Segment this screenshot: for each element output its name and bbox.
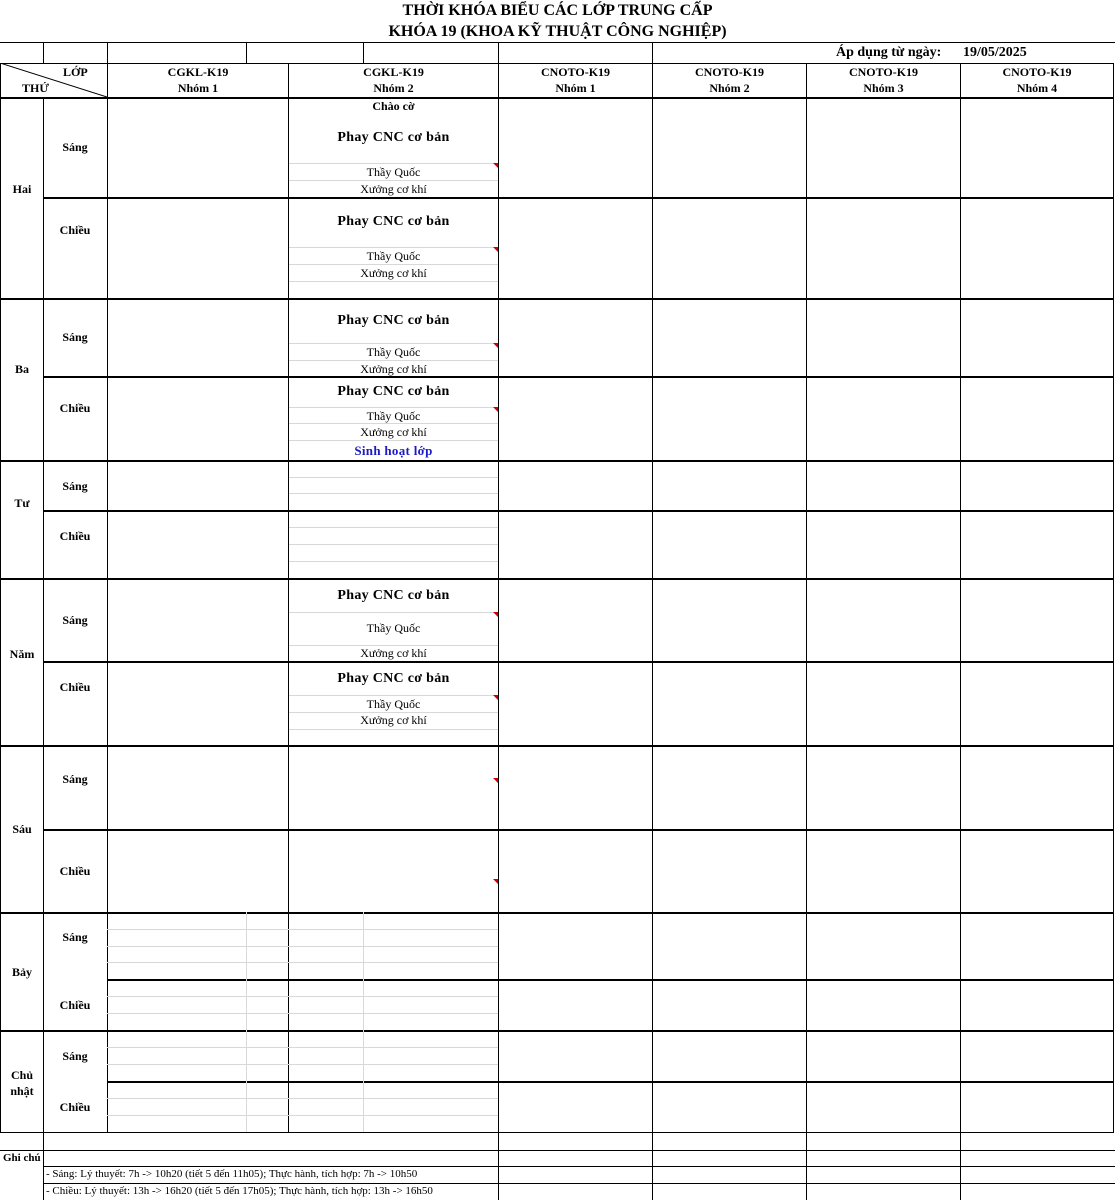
grid-line — [289, 729, 498, 730]
corner-day-label: THỨ — [22, 81, 49, 95]
grid-line — [363, 42, 364, 63]
day-label-ba: Ba — [14, 362, 29, 376]
teacher-ba-chieu: Thầy Quốc — [366, 409, 421, 423]
session-sang-hai: Sáng — [62, 140, 88, 154]
session-chieu-tu: Chiều — [59, 529, 91, 543]
grid-line — [0, 42, 1115, 43]
grid-line — [289, 264, 498, 265]
grid-line — [0, 912, 1114, 914]
grid-line — [0, 1132, 1114, 1133]
grid-line — [363, 912, 364, 1132]
subject-hai-chieu: Phay CNC cơ bản — [337, 214, 450, 229]
grid-line — [0, 460, 1114, 462]
grid-line — [498, 42, 499, 63]
grid-line — [0, 1150, 1115, 1151]
column-header-cnoto-2: CNOTO-K19 Nhóm 2 — [694, 65, 765, 95]
day-label-chu-nhat: Chủ nhật — [10, 1068, 34, 1098]
session-chieu-nam: Chiều — [59, 680, 91, 694]
day-label-bay: Bảy — [11, 965, 32, 979]
applied-date-value: 19/05/2025 — [963, 45, 1027, 60]
grid-line — [107, 946, 498, 947]
grid-line — [289, 440, 498, 441]
grid-line — [246, 912, 247, 1132]
session-chieu-hai: Chiều — [59, 223, 91, 237]
grid-line — [107, 962, 498, 963]
grid-line — [289, 612, 498, 613]
session-sang-chu-nhat: Sáng — [62, 1049, 88, 1063]
grid-line — [43, 1166, 1115, 1167]
subject-nam-sang: Phay CNC cơ bản — [337, 588, 450, 603]
grid-line — [498, 63, 499, 1133]
grid-line — [289, 180, 498, 181]
grid-line — [107, 42, 108, 63]
teacher-hai-chieu: Thầy Quốc — [366, 249, 421, 263]
grid-line — [960, 63, 961, 1133]
subject-hai-sang: Phay CNC cơ bản — [337, 130, 450, 145]
grid-line — [0, 745, 1114, 747]
session-chieu-ba: Chiều — [59, 401, 91, 415]
column-header-cnoto-4: CNOTO-K19 Nhóm 4 — [1002, 65, 1072, 95]
grid-line — [43, 1183, 1115, 1184]
grid-line — [289, 561, 498, 562]
room-hai-chieu: Xưởng cơ khí — [360, 266, 427, 280]
grid-line — [289, 695, 498, 696]
teacher-nam-chieu: Thầy Quốc — [366, 697, 421, 711]
grid-line — [960, 1133, 961, 1200]
grid-line — [1113, 63, 1114, 1133]
corner-diagonal — [0, 63, 107, 98]
day-label-hai: Hai — [12, 182, 32, 196]
grid-line — [107, 996, 498, 997]
grid-line — [652, 42, 653, 63]
grid-line — [43, 1133, 44, 1200]
grid-line — [43, 197, 1114, 199]
column-header-cgkl-2: CGKL-K19 Nhóm 2 — [363, 65, 424, 95]
page-title: THỜI KHÓA BIỂU CÁC LỚP TRUNG CẤP — [402, 2, 713, 19]
grid-line — [43, 42, 44, 63]
grid-line — [806, 63, 807, 1133]
grid-line — [289, 493, 498, 494]
session-sang-bay: Sáng — [62, 930, 88, 944]
session-chieu-chu-nhat: Chiều — [59, 1100, 91, 1114]
grid-line — [498, 1133, 499, 1200]
note-morning: - Sáng: Lý thuyết: 7h -> 10h20 (tiết 5 đến 11h05); Thực hành, tích hợp: 7h -> 10h50 — [46, 1168, 418, 1180]
comment-marker — [493, 343, 498, 348]
grid-line — [107, 1064, 498, 1065]
comment-marker — [493, 778, 498, 783]
session-sang-tu: Sáng — [62, 479, 88, 493]
column-header-cgkl-1: CGKL-K19 Nhóm 1 — [167, 65, 229, 95]
comment-marker — [493, 407, 498, 412]
grid-line — [43, 510, 1114, 512]
grid-line — [246, 42, 247, 63]
grid-line — [652, 63, 653, 1133]
grid-line — [289, 527, 498, 528]
grid-line — [0, 298, 1114, 300]
class-activity: Sinh hoạt lớp — [354, 443, 433, 458]
day-label-nam: Năm — [9, 647, 35, 661]
room-nam-sang: Xưởng cơ khí — [360, 646, 427, 660]
room-ba-chieu: Xưởng cơ khí — [360, 425, 427, 439]
grid-line — [107, 1013, 498, 1014]
grid-line — [806, 1133, 807, 1200]
teacher-ba-sang: Thầy Quốc — [366, 345, 421, 359]
subject-ba-sang: Phay CNC cơ bản — [337, 313, 450, 328]
grid-line — [289, 247, 498, 248]
grid-line — [289, 343, 498, 344]
day-label-tu: Tư — [14, 496, 30, 510]
grid-line — [0, 578, 1114, 580]
comment-marker — [493, 879, 498, 884]
page-subtitle: KHÓA 19 (KHOA KỸ THUẬT CÔNG NGHIỆP) — [388, 23, 727, 40]
session-sang-sau: Sáng — [62, 772, 88, 786]
grid-line — [652, 1133, 653, 1200]
day-label-sau: Sáu — [12, 822, 32, 836]
grid-line — [43, 376, 1114, 378]
grid-line — [107, 63, 108, 1133]
notes-label: Ghi chú — [3, 1152, 41, 1164]
grid-line — [43, 661, 1114, 663]
comment-marker — [493, 247, 498, 252]
subject-nam-chieu: Phay CNC cơ bản — [337, 671, 450, 686]
grid-line — [107, 1115, 498, 1116]
grid-line — [289, 360, 498, 361]
note-afternoon: - Chiều: Lý thuyết: 13h -> 16h20 (tiết 5 đến 17h05); Thực hành, tích hợp: 13h -> 16h50 — [46, 1185, 433, 1197]
grid-line — [289, 163, 498, 164]
grid-line — [0, 1030, 1114, 1032]
comment-marker — [493, 163, 498, 168]
session-sang-ba: Sáng — [62, 330, 88, 344]
applied-date-label: Áp dụng từ ngày: — [836, 45, 942, 60]
grid-line — [289, 477, 498, 478]
column-header-cnoto-3: CNOTO-K19 Nhóm 3 — [848, 65, 919, 95]
corner-class-label: LỚP — [63, 65, 88, 79]
session-chieu-bay: Chiều — [59, 998, 91, 1012]
comment-marker — [493, 695, 498, 700]
teacher-hai-sang: Thầy Quốc — [366, 165, 421, 179]
grid-line — [289, 407, 498, 408]
grid-line — [0, 97, 1114, 99]
subject-ba-chieu: Phay CNC cơ bản — [337, 384, 450, 399]
teacher-nam-sang: Thầy Quốc — [366, 621, 421, 635]
grid-line — [107, 979, 1114, 981]
session-sang-nam: Sáng — [62, 613, 88, 627]
comment-marker — [493, 612, 498, 617]
grid-line — [43, 829, 1114, 831]
grid-line — [107, 1081, 1114, 1083]
room-ba-sang: Xưởng cơ khí — [360, 362, 427, 376]
grid-line — [289, 544, 498, 545]
grid-line — [107, 1047, 498, 1048]
column-header-cnoto-1: CNOTO-K19 Nhóm 1 — [540, 65, 611, 95]
room-nam-chieu: Xưởng cơ khí — [360, 713, 427, 727]
session-chieu-sau: Chiều — [59, 864, 91, 878]
flag-ceremony: Chào cờ — [372, 99, 415, 113]
grid-line — [107, 929, 498, 930]
grid-line — [107, 1098, 498, 1099]
grid-line — [289, 281, 498, 282]
room-hai-sang: Xưởng cơ khí — [360, 182, 427, 196]
